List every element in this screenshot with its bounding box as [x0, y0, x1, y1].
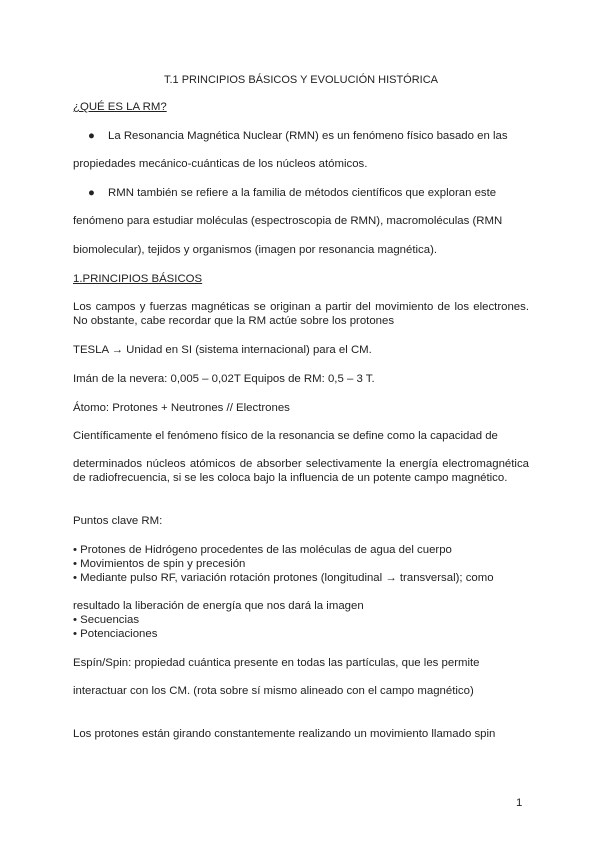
list-item-continuation: resultado la liberación de energía que nos dará la imagen: [73, 600, 364, 612]
bullet-2-continuation-2: biomolecular), tejidos y organismos (imagen por resonancia magnética).: [73, 244, 438, 256]
paragraph-campos: Los campos y fuerzas magnéticas se originan a partir del movimiento de los electrones. No obstante, cabe recordar que la RM actúe sobre los protones: [73, 301, 529, 327]
bullet-dot-icon: ●: [88, 130, 95, 142]
paragraph-cientifico-1: Científicamente el fenómeno físico de la resonancia se define como la capacidad de: [73, 430, 498, 442]
paragraph-spin-2: interactuar con los CM. (rota sobre sí mismo alineado con el campo magnético): [73, 685, 474, 697]
bullet-item-2: [88, 186, 528, 200]
list-item: • Movimientos de spin y precesión: [73, 558, 246, 570]
paragraph-iman: Imán de la nevera: 0,005 – 0,02T Equipos de RM: 0,5 – 3 T.: [73, 373, 375, 385]
bullet-item-1: [88, 129, 528, 143]
bullet-2-first-line: RMN también se refiere a la familia de métodos científicos que exploran este: [108, 187, 497, 199]
section-heading-principios: 1.PRINCIPIOS BÁSICOS: [73, 273, 203, 285]
list-item: • Mediante pulso RF, variación rotación protones (longitudinal → transversal); como: [73, 572, 494, 584]
paragraph-tesla: TESLA → Unidad en SI (sistema internacional) para el CM.: [73, 344, 372, 356]
puntos-clave-heading: Puntos clave RM:: [73, 515, 163, 527]
list-item: • Secuencias: [73, 614, 140, 626]
paragraph-cientifico-2: determinados núcleos atómicos de absorber selectivamente la energía electromagnética de radiofrecuencia, si se les coloca bajo la influencia de un potente campo magnético.: [73, 458, 529, 484]
section-heading-que-es: ¿QUÉ ES LA RM?: [73, 101, 167, 113]
list-item: • Potenciaciones: [73, 628, 158, 640]
bullet-1-continuation: propiedades mecánico-cuánticas de los núcleos atómicos.: [73, 158, 368, 170]
document-title: T.1 PRINCIPIOS BÁSICOS Y EVOLUCIÓN HISTÓRICA: [163, 74, 439, 86]
list-item: • Protones de Hidrógeno procedentes de las moléculas de agua del cuerpo: [73, 544, 452, 556]
page-number: 1: [516, 797, 523, 809]
paragraph-protones: Los protones están girando constantemente realizando un movimiento llamado spin: [73, 728, 496, 740]
bullet-1-first-line: La Resonancia Magnética Nuclear (RMN) es un fenómeno físico basado en las: [108, 130, 508, 142]
paragraph-spin-1: Espín/Spin: propiedad cuántica presente en todas las partículas, que les permite: [73, 657, 480, 669]
bullet-dot-icon: ●: [88, 187, 95, 199]
paragraph-atomo: Átomo: Protones + Neutrones // Electrones: [73, 402, 290, 414]
bullet-2-continuation-1: fenómeno para estudiar moléculas (espectroscopia de RMN), macromoléculas (RMN: [73, 215, 503, 227]
